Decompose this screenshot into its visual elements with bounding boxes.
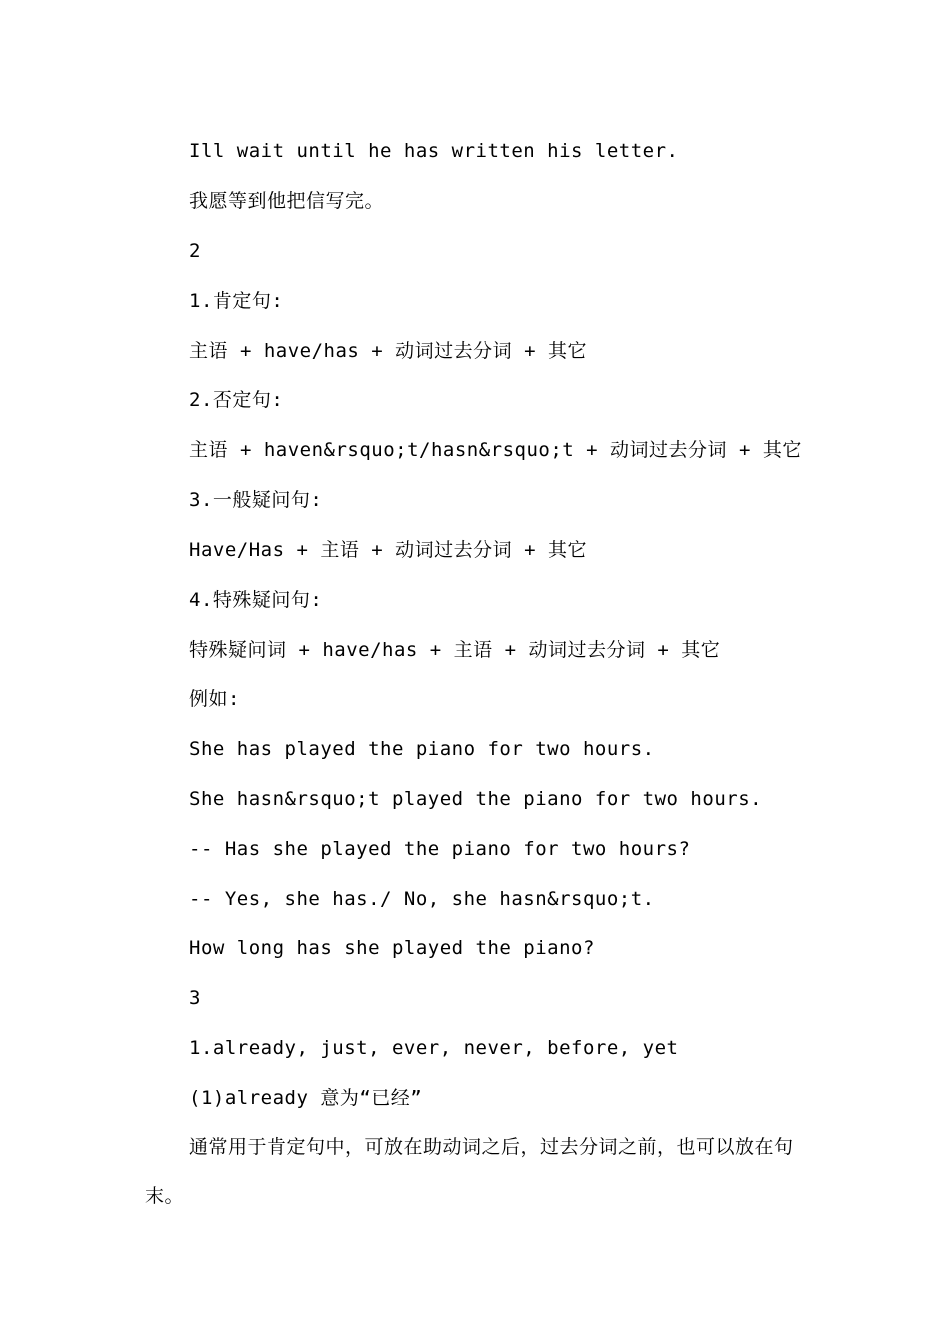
example-answer: -- Yes, she has./ No, she hasn&rsquo;t.	[189, 888, 655, 910]
negative-heading: 2.否定句:	[189, 389, 284, 411]
example-negative: She hasn&rsquo;t played the piano for two hours.	[189, 788, 763, 810]
examples-heading: 例如:	[189, 688, 240, 710]
example-affirmative: She has played the piano for two hours.	[189, 738, 655, 760]
example-translation: 我愿等到他把信写完。	[189, 190, 385, 212]
general-question-heading: 3.一般疑问句:	[189, 489, 323, 511]
affirmative-heading: 1.肯定句:	[189, 290, 284, 312]
already-heading: (1)already 意为“已经”	[189, 1087, 423, 1109]
section-number: 3	[189, 987, 201, 1009]
special-question-heading: 4.特殊疑问句:	[189, 589, 323, 611]
already-explanation: 通常用于肯定句中，可放在助动词之后，过去分词之前，也可以放在句末。	[145, 1136, 794, 1207]
example-sentence: Ill wait until he has written his letter.	[189, 140, 679, 162]
example-question: -- Has she played the piano for two hours?	[189, 838, 691, 860]
affirmative-formula: 主语 + have/has + 动词过去分词 + 其它	[189, 340, 587, 362]
example-special-question: How long has she played the piano?	[189, 937, 595, 959]
general-question-formula: Have/Has + 主语 + 动词过去分词 + 其它	[189, 539, 587, 561]
negative-formula: 主语 + haven&rsquo;t/hasn&rsquo;t + 动词过去分词 + 其它	[189, 439, 802, 461]
section-number: 2	[189, 240, 201, 262]
adverb-list: 1.already, just, ever, never, before, yet	[189, 1037, 679, 1059]
special-question-formula: 特殊疑问词 + have/has + 主语 + 动词过去分词 + 其它	[189, 639, 721, 661]
